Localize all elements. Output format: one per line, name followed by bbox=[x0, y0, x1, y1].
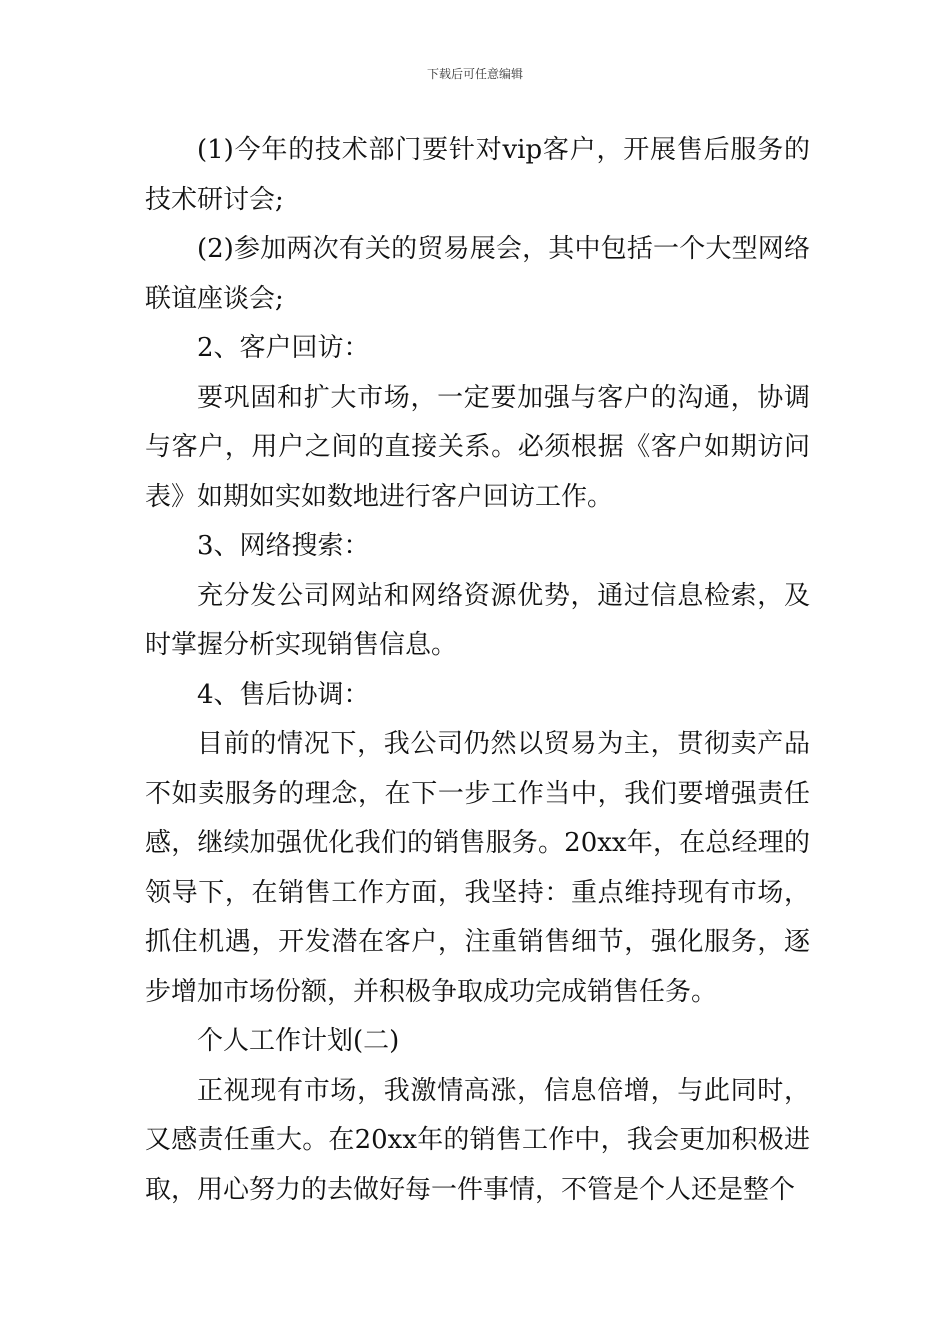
paragraph-network-search: 充分发公司网站和网络资源优势，通过信息检索，及时掌握分析实现销售信息。 bbox=[145, 580, 810, 660]
document-body bbox=[145, 126, 810, 1215]
paragraph-customer-visit: 要巩固和扩大市场，一定要加强与客户的沟通，协调与客户，用户之间的直接关系。必须根据《客户如期访问表》如期如实如数地进行客户回访工作。 bbox=[145, 382, 810, 512]
page-header: 下载后可任意编辑 bbox=[426, 67, 523, 81]
paragraph-work-plan-2: 正视现有市场，我激情高涨，信息倍增，与此同时，又感责任重大。在20xx年的销售工作中，我会更加积极进取，用心努力的去做好每一件事情，不管是个人还是整个 bbox=[145, 1075, 810, 1205]
paragraph-1: (1)今年的技术部门要针对vip客户，开展售后服务的技术研讨会; bbox=[145, 135, 810, 215]
section-heading-network-search: 3、网络搜索： bbox=[197, 531, 370, 561]
section-heading-after-sales: 4、售后协调： bbox=[197, 679, 370, 710]
section-heading-work-plan-2: 个人工作计划(二) bbox=[197, 1026, 400, 1056]
section-heading-customer-visit: 2、客户回访： bbox=[197, 333, 370, 363]
paragraph-after-sales: 目前的情况下，我公司仍然以贸易为主，贯彻卖产品不如卖服务的理念，在下一步工作当中，我们要增强责任感，继续加强优化我们的销售服务。20xx年，在总经理的领导下，在销售工作方面，我坚持：重点维持现有市场，抓住机遇，开发潜在客户，注重销售细节，强化服务，逐步增加市场份额，并积极争取成功完成销售任务。 bbox=[145, 729, 810, 1007]
paragraph-2: (2)参加两次有关的贸易展会，其中包括一个大型网络联谊座谈会; bbox=[145, 234, 810, 314]
